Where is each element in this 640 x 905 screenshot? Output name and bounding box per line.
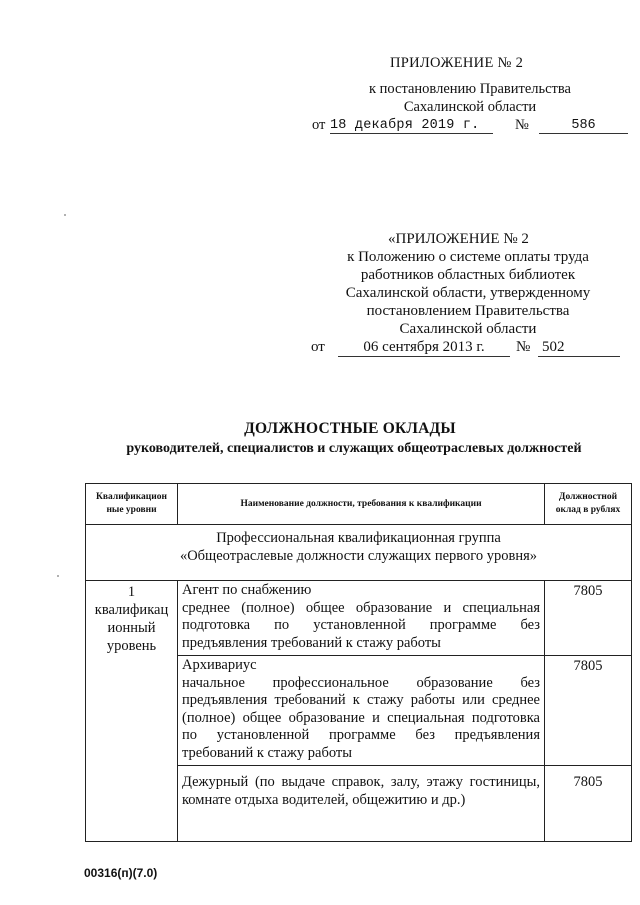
scan-speck [57, 575, 59, 577]
salary-cell: 7805 [545, 581, 632, 656]
group-cell [86, 525, 632, 581]
attachment-title: ПРИЛОЖЕНИЕ № 2 [390, 55, 524, 71]
attachment-date: 18 декабря 2019 г. [330, 118, 493, 134]
nested-attachment-title: «ПРИЛОЖЕНИЕ № 2 [388, 231, 529, 247]
position-name: Агент по снабжению [182, 582, 312, 598]
group-name: «Общеотраслевые должности служащих первого уровня» [179, 548, 538, 564]
level-number: 1 [127, 584, 136, 600]
header-salary: Должностной оклад в рублях [545, 484, 632, 525]
nested-attachment-line-3: Сахалинской области, утвержденному [345, 285, 591, 301]
table-row [86, 581, 632, 656]
scan-speck [64, 214, 66, 216]
nested-attachment-number: 502 [538, 339, 620, 357]
level-label-1: квалификац [94, 602, 169, 618]
date-prefix: от [312, 117, 326, 133]
date-prefix: от [311, 339, 325, 355]
level-cell [86, 581, 178, 842]
nested-attachment-line-4: постановлением Правительства [366, 303, 570, 319]
group-row [86, 525, 632, 581]
position-name: Дежурный (по выдаче справок, залу, этажу гостиницы, комнате отдыха водителей, общежитию и др.) [182, 774, 540, 808]
header-position: Наименование должности, требования к квалификации [178, 484, 545, 525]
attachment-number: 586 [539, 118, 628, 134]
nested-attachment-line-5: Сахалинской области [399, 321, 537, 337]
salary-cell: 7805 [545, 766, 632, 842]
salary-table [85, 483, 632, 842]
position-cell [178, 656, 545, 766]
group-title: Профессиональная квалификационная группа [216, 530, 501, 546]
attachment-date-row [312, 117, 622, 137]
number-sign: № [515, 117, 529, 133]
attachment-line-2: Сахалинской области [403, 99, 537, 115]
nested-attachment-date-row [311, 339, 621, 361]
nested-attachment-line-2: работников областных библиотек [360, 267, 576, 283]
footer-code: 00316(п)(7.0) [84, 866, 158, 880]
number-sign: № [516, 339, 531, 355]
document-title: ДОЛЖНОСТНЫЕ ОКЛАДЫ [244, 420, 456, 437]
nested-attachment-date: 06 сентября 2013 г. [338, 339, 510, 357]
position-requirements: среднее (полное) общее образование и специальная подготовка по установленной программе без предъявления требований к стажу работы [182, 599, 540, 651]
table-header-row [86, 484, 632, 525]
document-subtitle: руководителей, специалистов и служащих общеотраслевых должностей [126, 441, 582, 456]
position-cell [178, 581, 545, 656]
attachment-line-1: к постановлению Правительства [369, 81, 571, 97]
salary-cell: 7805 [545, 656, 632, 766]
position-name: Архивариус [182, 657, 257, 673]
position-cell [178, 766, 545, 842]
nested-attachment-line-1: к Положению о системе оплаты труда [347, 249, 589, 265]
header-levels: Квалификацион ные уровни [86, 484, 178, 525]
position-requirements: начальное профессиональное образование без предъявления требований к стажу работы или среднее (полное) общее образование и специальная подготовка по установленной программе без предъявления требований к стажу работы [182, 674, 540, 761]
level-label-3: уровень [106, 638, 157, 654]
level-label-2: ионный [107, 620, 156, 636]
